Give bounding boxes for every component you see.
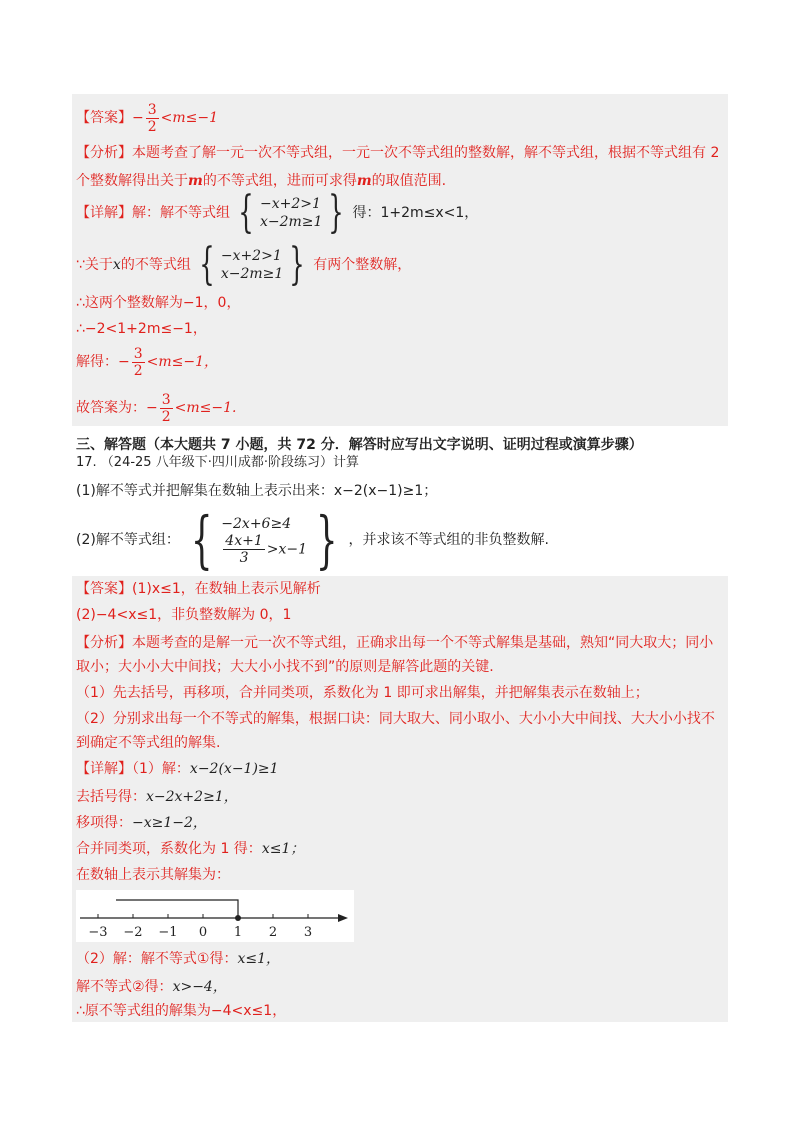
analysis17-line3: （1）先去括号，再移项，合并同类项，系数化为 1 即可求出解集，并把解集表示在数轴上； bbox=[76, 685, 649, 701]
q17-part2: (2)解不等式组： { −2x+6≥4 $\frac{4x+1}{3}$ >x−1 } ，并求该不等式组的非负整数解. bbox=[76, 503, 549, 576]
answer16-line: 【答案】− $\frac{3}{2}$ <m≤−1 bbox=[76, 101, 219, 135]
answer17-line2: (2)−4<x≤1，非负整数解为 0，1 bbox=[76, 607, 292, 623]
number-line-tick-label: 3 bbox=[303, 925, 313, 940]
detail17-numberline-label: 在数轴上表示其解集为： bbox=[76, 867, 230, 883]
detail17-part2-line1: （2）解：解不等式①得：x≤1， bbox=[76, 951, 281, 967]
number-line-tick-label: −2 bbox=[123, 925, 143, 940]
number-line-figure bbox=[76, 890, 354, 942]
detail17-line0: 【详解】（1）解：x−2(x−1)≥1 bbox=[76, 761, 279, 777]
detail17-part2-line3: ∴原不等式组的解集为−4<x≤1， bbox=[76, 1003, 287, 1019]
q17-part1: (1)解不等式并把解集在数轴上表示出来：x−2(x−1)≥1； bbox=[76, 483, 438, 499]
detail16-solve-line: 解得：− $\frac{3}{2}$ <m≤−1， bbox=[76, 345, 219, 379]
number-line-tick-label: 2 bbox=[268, 925, 278, 940]
answer17-line1: 【答案】(1)x≤1，在数轴上表示见解析 bbox=[76, 581, 321, 597]
q17-header: 17. （24-25 八年级下·四川成都·阶段练习）计算 bbox=[76, 455, 359, 470]
detail16-therefore2: ∴−2<1+2m≤−1， bbox=[76, 321, 207, 337]
number-line-tick-label: 0 bbox=[198, 925, 208, 940]
analysis16-line1: 【分析】本题考查了解一元一次不等式组，一元一次不等式组的整数解，解不等式组，根据不等式组有 2 bbox=[76, 145, 720, 161]
detail16-system-line: 【详解】解：解不等式组 { −x+2>1 x−2m≥1 } 得：1+2m≤x<1， bbox=[76, 187, 479, 238]
inequality-system-2: { −x+2>1 x−2m≥1 } bbox=[199, 239, 305, 290]
analysis17-line2: 取小；大小小大中间找；大大小小找不到”的原则是解答此题的关键. bbox=[76, 659, 494, 675]
number-line-tick-label: −3 bbox=[88, 925, 108, 940]
solution-endpoint bbox=[235, 915, 241, 921]
detail16-because-line: ∵关于x的不等式组 { −x+2>1 x−2m≥1 } 有两个整数解， bbox=[76, 239, 412, 290]
section3-title: 三、解答题（本大题共 7 小题，共 72 分．解答时应写出文字说明、证明过程或演算步骤） bbox=[76, 437, 643, 453]
analysis17-line1: 【分析】本题考查的是解一元一次不等式组，正确求出每一个不等式解集是基础，熟知“同大取大；同小 bbox=[76, 635, 714, 651]
analysis17-line4: （2）分别求出每一个不等式的解集，根据口诀：同大取大、同小取小、大小小大中间找、大大小小找不 bbox=[76, 711, 715, 727]
detail17-line2: 移项得：−x≥1−2， bbox=[76, 815, 207, 831]
analysis16-line2: 个整数解得出关于m的不等式组，进而可求得m的取值范围. bbox=[76, 173, 447, 189]
q17-system: { −2x+6≥4 $\frac{4x+1}{3}$ >x−1 } bbox=[190, 503, 338, 576]
detail17-part2-line2: 解不等式②得：x>−4， bbox=[76, 979, 227, 995]
inequality-system: { −x+2>1 x−2m≥1 } bbox=[238, 187, 345, 238]
detail17-line3: 合并同类项，系数化为 1 得：x≤1； bbox=[76, 841, 305, 857]
detail16-therefore1: ∴这两个整数解为−1，0， bbox=[76, 295, 241, 311]
analysis17-line5: 到确定不等式组的解集. bbox=[76, 735, 221, 751]
detail17-line1: 去括号得：x−2x+2≥1， bbox=[76, 789, 238, 805]
number-line-tick-label: 1 bbox=[233, 925, 243, 940]
detail16-final-line: 故答案为：− $\frac{3}{2}$ <m≤−1. bbox=[76, 391, 237, 425]
number-line-tick-label: −1 bbox=[158, 925, 178, 940]
